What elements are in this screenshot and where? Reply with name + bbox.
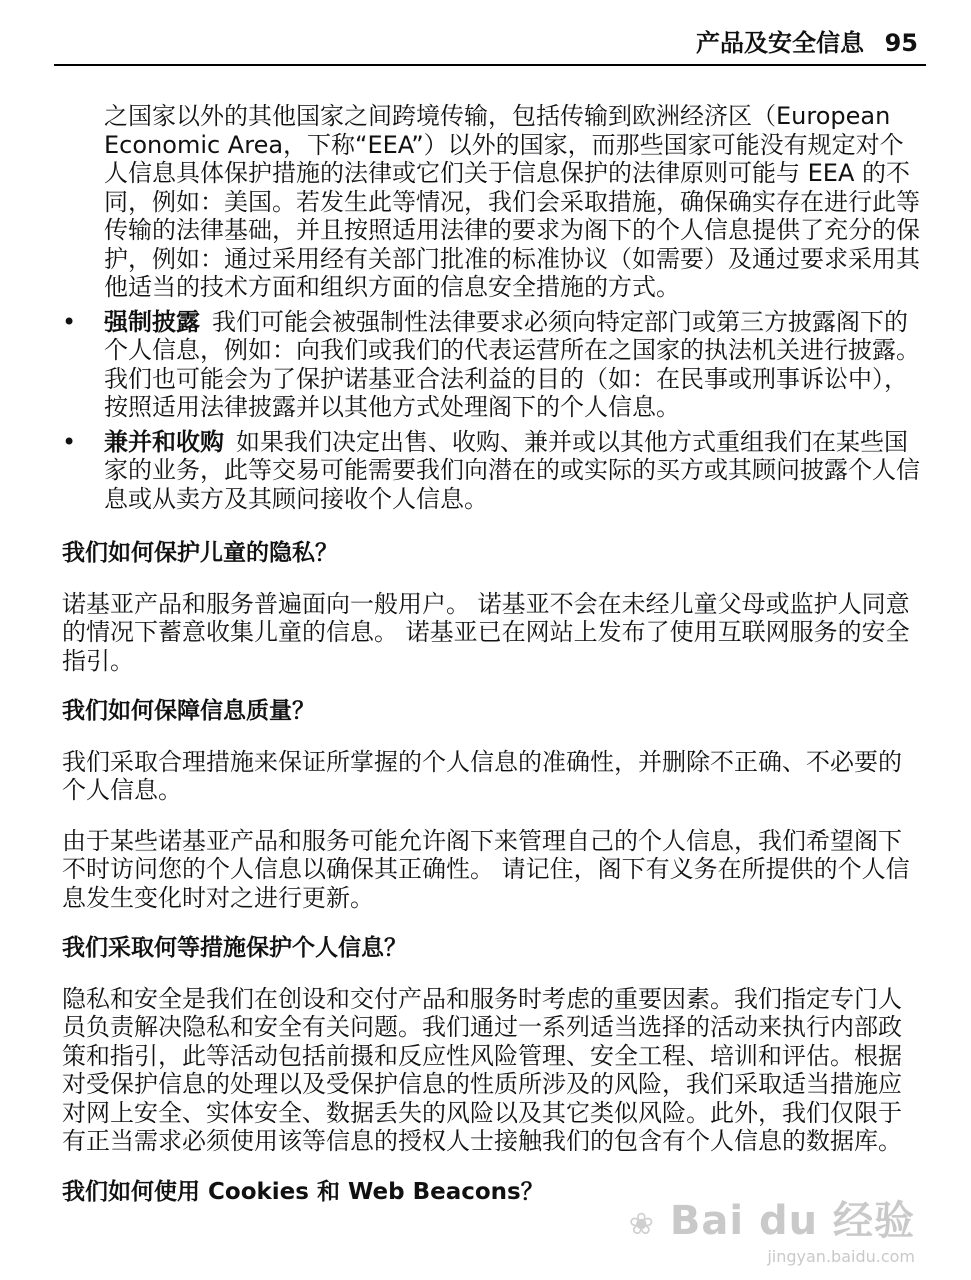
section-heading: 我们如何保障信息质量？ (62, 698, 315, 724)
page-number: 95 (884, 29, 918, 57)
watermark-brand (629, 1198, 915, 1248)
bullet-text: 我们可能会被强制性法律要求必须向特定部门或第三方披露阁下的个人信息，例如：向我们或我们的代表运营所在之国家的执法机关进行披露。我们也可能会为了保护诺基亚合法利益的目的（如：在民事或刑事诉讼中），按照适用法律披露并以其他方式处理阁下的个人信息。 (104, 307, 920, 421)
bullet-term: 强制披露 (104, 307, 200, 336)
section-heading: 我们采取何等措施保护个人信息？ (62, 935, 407, 961)
bullet-icon: • (62, 307, 77, 336)
watermark-url: jingyan.baidu.com (767, 1247, 915, 1266)
watermark (629, 1198, 915, 1266)
bullet-term: 兼并和收购 (104, 427, 224, 456)
bullet-item (62, 428, 920, 514)
section-heading: 我们如何保护儿童的隐私？ (62, 540, 338, 566)
intro-paragraph: 之国家以外的其他国家之间跨境传输，包括传输到欧洲经济区（European Economic Area，下称“EEA”）以外的国家，而那些国家可能没有规定对个人信息具体保护措施的法律或它们关于信息保护的法律原则可能与 EEA 的不同，例如：美国。若发生此等情况，我们会采取措施，确保确实存在进行此等传输的法律基础，并且按照适用法律的要求为阁下的个人信息提供了充分的保护，例如：通过采用经有关部门批准的标准协议（如需要）及通过要求采用其他适当的技术方面和组织方面的信息安全措施的方式。 (104, 102, 920, 301)
document-body (62, 102, 920, 1228)
section-paragraph: 我们采取合理措施来保证所掌握的个人信息的准确性，并删除不正确、不必要的个人信息。 (62, 747, 902, 804)
section-paragraph: 由于某些诺基亚产品和服务可能允许阁下来管理自己的个人信息，我们希望阁下不时访问您的个人信息以确保其正确性。 请记住，阁下有义务在所提供的个人信息发生变化时对之进行更新。 (62, 826, 910, 912)
section-heading: 我们如何使用 Cookies 和 Web Beacons？ (62, 1178, 544, 1205)
header-title: 产品及安全信息 (696, 29, 864, 57)
page-header (54, 0, 926, 66)
bullet-item (62, 308, 920, 422)
bullet-text: 如果我们决定出售、收购、兼并或以其他方式重组我们在某些国家的业务，此等交易可能需要我们向潜在的或实际的买方或其顾问披露个人信息或从卖方及其顾问接收个人信息。 (104, 427, 920, 513)
bullet-icon: • (62, 427, 77, 456)
watermark-brand-text: Bai du 经验 (669, 1198, 915, 1244)
paw-icon: ❀ (628, 1207, 655, 1242)
section-paragraph: 隐私和安全是我们在创设和交付产品和服务时考虑的重要因素。我们指定专门人员负责解决隐私和安全有关问题。我们通过一系列适当选择的活动来执行内部政策和指引，此等活动包括前摄和反应性风险管理、安全工程、培训和评估。根据对受保护信息的处理以及受保护信息的性质所涉及的风险，我们采取适当措施应对网上安全、实体安全、数据丢失的风险以及其它类似风险。此外，我们仅限于有正当需求必须使用该等信息的授权人士接触我们的包含有个人信息的数据库。 (62, 984, 902, 1155)
section-paragraph: 诺基亚产品和服务普遍面向一般用户。 诺基亚不会在未经儿童父母或监护人同意的情况下蓄意收集儿童的信息。 诺基亚已在网站上发布了使用互联网服务的安全指引。 (62, 589, 910, 675)
